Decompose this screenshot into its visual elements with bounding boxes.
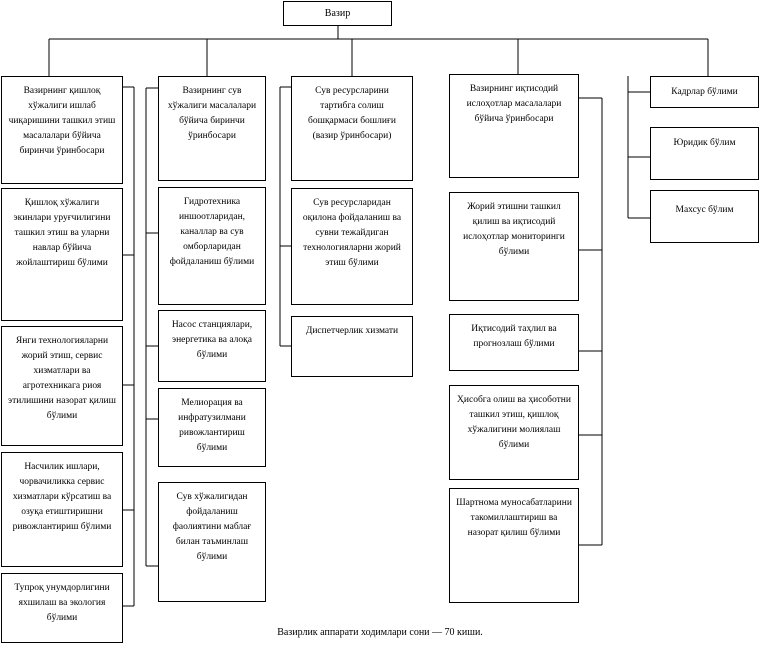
hydrotechnical-dept-box: Гидротехника иншоотларидан, каналлар ва сув омборларидан фойдаланиш бўлими [158,187,266,305]
special-dept-box: Махсус бўлим [650,190,759,243]
deputy-economic-reforms-box: Вазирнинг иқтисодий ислоҳотлар масалалари бўйича ўринбосари [449,74,579,178]
economic-analysis-dept-box: Иқтисодий таҳлил ва прогнозлаш бўлими [449,314,579,371]
water-finance-dept-box: Сув хўжалигидан фойдаланиш фаолиятини маблағ билан таъминлаш бўлими [158,482,266,602]
accounting-finance-dept-box: Ҳисобга олиш ва ҳисоботни ташкил этиш, қишлоқ хўжалигини молиялаш бўлими [449,385,579,480]
minister-box: Вазир [283,1,392,26]
first-deputy-agriculture-box: Вазирнинг қишлоқ хўжалиги ишлаб чиқаришини ташкил этиш масалалари бўйича биринчи ўринбосари [1,76,123,184]
personnel-dept-box: Кадрлар бўлими [650,76,759,108]
water-resources-directorate-box: Сув ресурсларини тартибга солиш бошқармаси бошлиғи (вазир ўринбосари) [291,76,413,181]
water-saving-dept-box: Сув ресурсларидан оқилона фойдаланиш ва сувни тежайдиган технологияларни жорий этиш бўлими [291,188,413,305]
new-technologies-dept-box: Янги технологияларни жорий этиш, сервис хизматлари ва агротехникага риоя этилишини назорат қилиш бўлими [1,326,123,446]
legal-dept-box: Юридик бўлим [650,127,759,180]
reform-monitoring-dept-box: Жорий этишни ташкил қилиш ва иқтисодий ислоҳотлар мониторинги бўлими [449,192,579,301]
staff-count-note: Вазирлик аппарати ходимлари сони — 70 киши. [277,627,483,638]
contract-relations-dept-box: Шартнома муносабатларини такомиллаштириш ва назорат қилиш бўлими [449,488,579,603]
first-deputy-water-box: Вазирнинг сув хўжалиги масалалари бўйича биринчи ўринбосари [158,76,266,181]
pump-stations-dept-box: Насос станциялари, энергетика ва алоқа бўлими [158,310,266,382]
livestock-dept-box: Насчилик ишлари, чорвачиликка сервис хизматлари кўрсатиш ва озуқа етиштиришни ривожлантириш бўлими [1,452,123,567]
soil-ecology-dept-box: Тупроқ унумдорлигини яхшилаш ва экология бўлими [1,573,123,643]
dispatch-service-box: Диспетчерлик хизмати [291,316,413,377]
seed-production-dept-box: Қишлоқ хўжалиги экинлари уруғчилигини ташкил этиш ва уларни навлар бўйича жойлаштириш бўлими [1,188,123,321]
melioration-dept-box: Мелиорация ва инфратузилмани ривожлантириш бўлими [158,388,266,467]
